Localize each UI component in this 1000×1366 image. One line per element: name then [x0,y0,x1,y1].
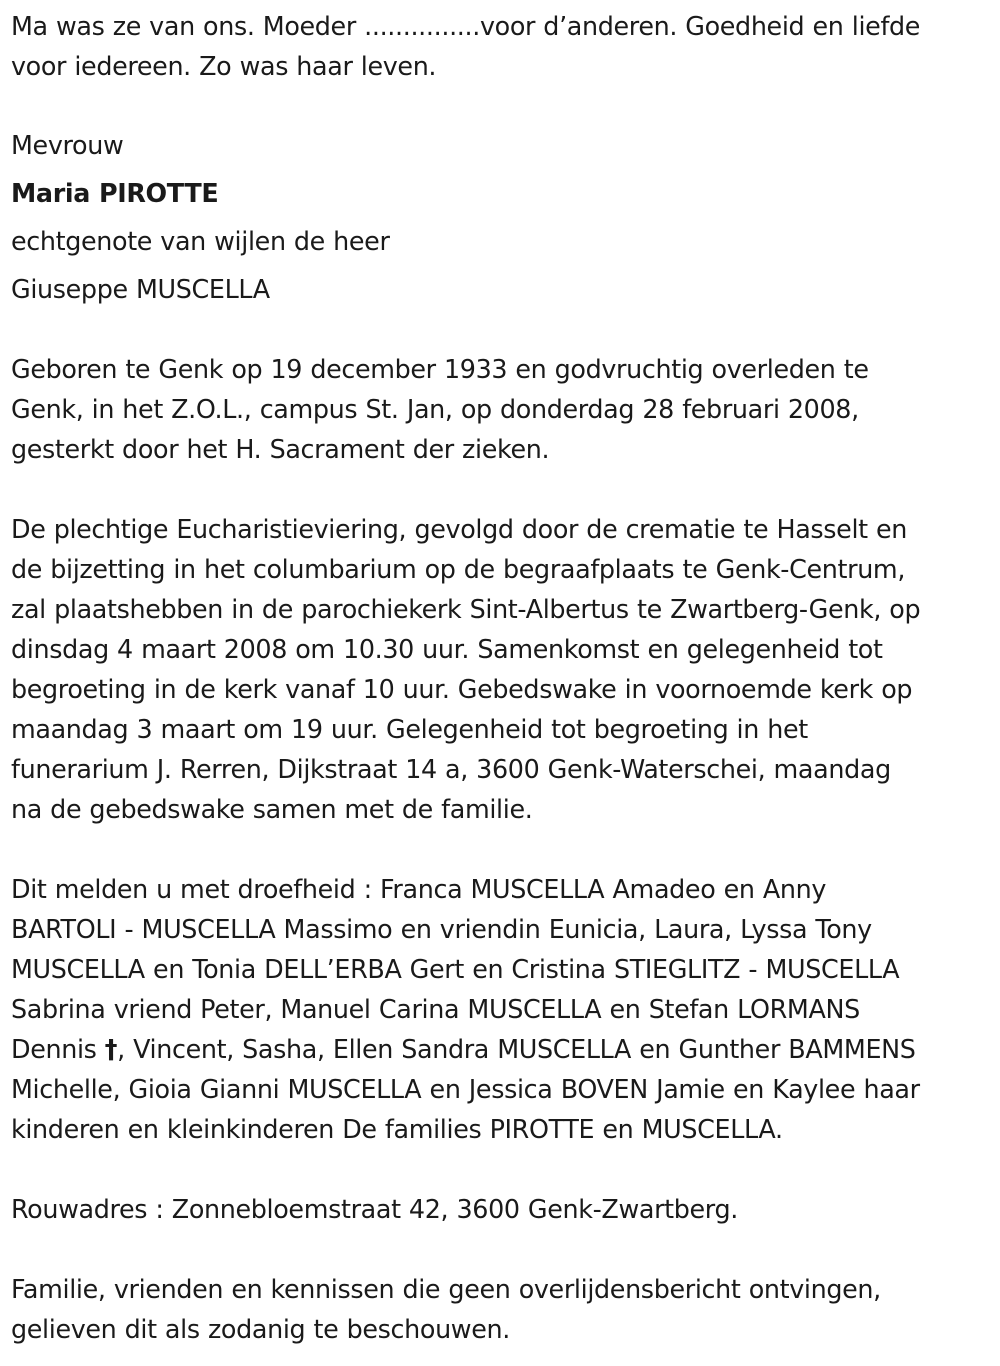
paragraph-line: Michelle, Gioia Gianni MUSCELLA en Jessica BOVEN Jamie en Kaylee haar [11,1074,920,1104]
motto [11,6,996,86]
motto-line: Ma was ze van ons. Moeder ...............voor d’anderen. Goedheid en liefde [11,11,921,41]
paragraph-line: Genk, in het Z.O.L., campus St. Jan, op donderdag 28 februari 2008, [11,394,859,424]
title-text: Mevrouw [11,130,124,160]
ceremony-paragraph [11,509,996,829]
deceased-name [11,173,996,213]
paragraph-line [11,1029,996,1069]
paragraph-line: MUSCELLA en Tonia DELL’ERBA Gert en Cristina STIEGLITZ - MUSCELLA [11,954,900,984]
paragraph-line: funerarium J. Rerren, Dijkstraat 14 a, 3600 Genk-Waterschei, maandag [11,754,891,784]
paragraph-line: kinderen en kleinkinderen De families PIROTTE en MUSCELLA. [11,1114,783,1144]
paragraph-line: de bijzetting in het columbarium op de begraafplaats te Genk-Centrum, [11,554,906,584]
paragraph-line: gesterkt door het H. Sacrament der zieken. [11,434,550,464]
relation-text: echtgenote van wijlen de heer [11,226,390,256]
paragraph-line: begroeting in de kerk vanaf 10 uur. Gebedswake in voornoemde kerk op [11,674,913,704]
family-paragraph [11,869,996,1149]
paragraph-line: Sabrina vriend Peter, Manuel Carina MUSCELLA en Stefan LORMANS [11,994,860,1024]
paragraph-line: De plechtige Eucharistieviering, gevolgd door de crematie te Hasselt en [11,514,907,544]
paragraph-line: dinsdag 4 maart 2008 om 10.30 uur. Samenkomst en gelegenheid tot [11,634,883,664]
paragraph-line: BARTOLI - MUSCELLA Massimo en vriendin Eunicia, Laura, Lyssa Tony [11,914,872,944]
paragraph-line: maandag 3 maart om 19 uur. Gelegenheid tot begroeting in het [11,714,808,744]
paragraph-line: Dit melden u met droefheid : Franca MUSCELLA Amadeo en Anny [11,874,827,904]
cross-icon: † [104,1034,118,1064]
paragraph-line: Familie, vrienden en kennissen die geen overlijdensbericht ontvingen, [11,1274,881,1304]
address-paragraph [11,1189,996,1229]
paragraph-line: Geboren te Genk op 19 december 1933 en godvruchtig overleden te [11,354,869,384]
spouse [11,269,996,309]
line-text: , Vincent, Sasha, Ellen Sandra MUSCELLA en Gunther BAMMENS [117,1034,916,1064]
paragraph-line: gelieven dit als zodanig te beschouwen. [11,1314,510,1344]
relation [11,221,996,261]
paragraph-line: zal plaatshebben in de parochiekerk Sint-Albertus te Zwartberg-Genk, op [11,594,921,624]
name-text: Maria PIROTTE [11,178,219,208]
motto-line: voor iedereen. Zo was haar leven. [11,51,437,81]
paragraph-line: na de gebedswake samen met de familie. [11,794,533,824]
address-text: Rouwadres : Zonnebloemstraat 42, 3600 Genk-Zwartberg. [11,1194,738,1224]
deceased-title [11,125,996,165]
closing-paragraph [11,1269,996,1349]
spouse-text: Giuseppe MUSCELLA [11,274,270,304]
birth-death-paragraph [11,349,996,469]
line-text: Dennis [11,1034,105,1064]
